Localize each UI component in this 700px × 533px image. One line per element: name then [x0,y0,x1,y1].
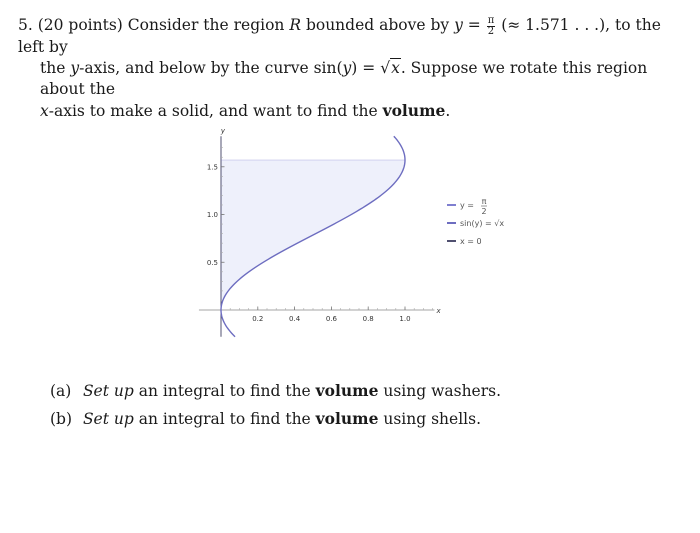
y-tick-label: 1.5 [206,163,218,172]
y-axis-label: y [220,127,226,136]
problem-line-3: x-axis to make a solid, and want to find the volume. [40,100,451,120]
legend-label-den: 2 [481,207,487,216]
x-tick-label: 0.2 [252,315,264,323]
y-tick-label: 0.5 [206,258,218,267]
legend-label: y = [460,201,474,210]
pi-over-two: $\frac{\pi}{2}$ [487,14,495,37]
problem-line-2: the y-axis, and below by the curve sin(y) = √x. Suppose we rotate this region about the [40,58,648,98]
part-b: (b) Set up an integral to find the volume using shells. [50,409,482,428]
problem-statement: 5. (20 points) Consider the region R bounded above by y = $\frac{\pi}{2}$ (≈ 1.571 . . .), to the left by the y-axis, and below by the curve sin(y) = √x. Suppose we rotate this region about the x-axis to make a solid, and want to find the volume. [18,15,680,122]
y-tick-label: 1.0 [206,211,218,220]
question-parts [50,377,501,433]
x-tick-label: 0.6 [325,315,337,323]
problem-number: 5. [18,16,33,34]
legend-label: sin(y) = √x [460,219,505,228]
legend-label: x = 0 [460,237,482,246]
legend-label-num: π [481,197,487,206]
part-a: (a) Set up an integral to find the volume using washers. [50,381,502,400]
x-tick-label: 0.4 [289,315,301,323]
x-axis-label: x [436,307,441,315]
x-tick-label: 1.0 [399,315,411,323]
x-tick-label: 0.8 [362,315,374,323]
